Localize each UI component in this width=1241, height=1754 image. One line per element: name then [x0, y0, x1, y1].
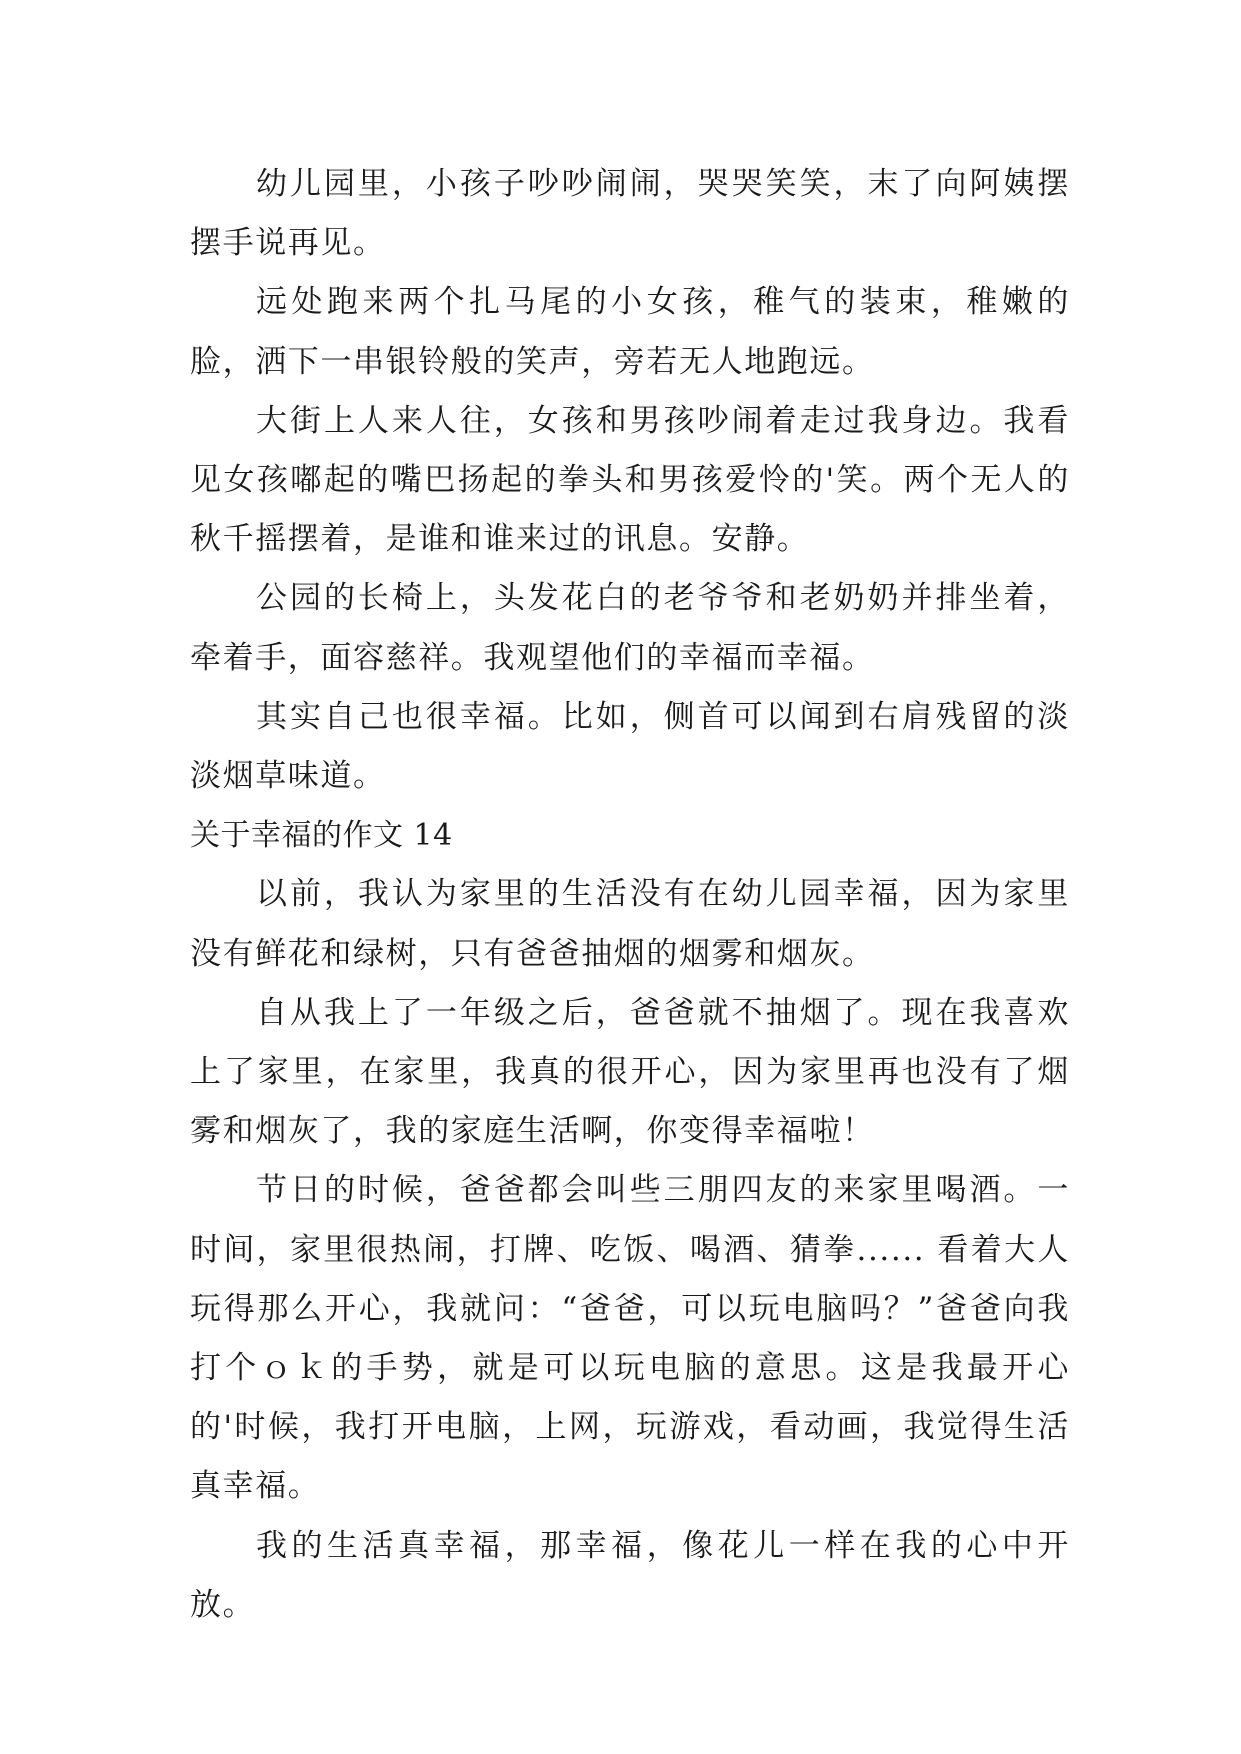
essay-heading: 关于幸福的作文 14 [190, 818, 453, 854]
essay-body [190, 155, 1070, 1635]
paragraph: 公园的长椅上，头发花白的老爷爷和老奶奶并排坐着，牵着手，面容慈祥。我观望他们的幸福而幸福。 [190, 580, 1070, 676]
paragraph: 我的生活真幸福，那幸福，像花儿一样在我的心中开放。 [190, 1527, 1070, 1623]
paragraph: 其实自己也很幸福。比如，侧首可以闻到右肩残留的淡淡烟草味道。 [190, 698, 1070, 795]
paragraph: 远处跑来两个扎马尾的小女孩，稚气的装束，稚嫩的脸，洒下一串银铃般的笑声，旁若无人地跑远。 [190, 284, 1070, 380]
paragraph: 节日的时候，爸爸都会叫些三朋四友的来家里喝酒。一时间，家里很热闹，打牌、吃饭、喝酒、猜拳...... 看着大人玩得那么开心，我就问：“爸爸，可以玩电脑吗？”爸爸向我打个ｏｋ的手势，就是可以玩电脑的意思。这是我最开心的'时候，我打开电脑，上网，玩游戏，看动画，我觉得生活真幸福。 [190, 1172, 1070, 1505]
paragraph: 幼儿园里，小孩子吵吵闹闹，哭哭笑笑，末了向阿姨摆摆手说再见。 [190, 166, 1070, 262]
paragraph: 自从我上了一年级之后，爸爸就不抽烟了。现在我喜欢上了家里，在家里，我真的很开心，因为家里再也没有了烟雾和烟灰了，我的家庭生活啊，你变得幸福啦！ [190, 994, 1070, 1150]
paragraph: 大街上人来人往，女孩和男孩吵闹着走过我身边。我看见女孩嘟起的嘴巴扬起的拳头和男孩爱怜的'笑。两个无人的秋千摇摆着，是谁和谁来过的讯息。安静。 [190, 402, 1070, 558]
paragraph: 以前，我认为家里的生活没有在幼儿园幸福，因为家里没有鲜花和绿树，只有爸爸抽烟的烟雾和烟灰。 [190, 876, 1070, 972]
